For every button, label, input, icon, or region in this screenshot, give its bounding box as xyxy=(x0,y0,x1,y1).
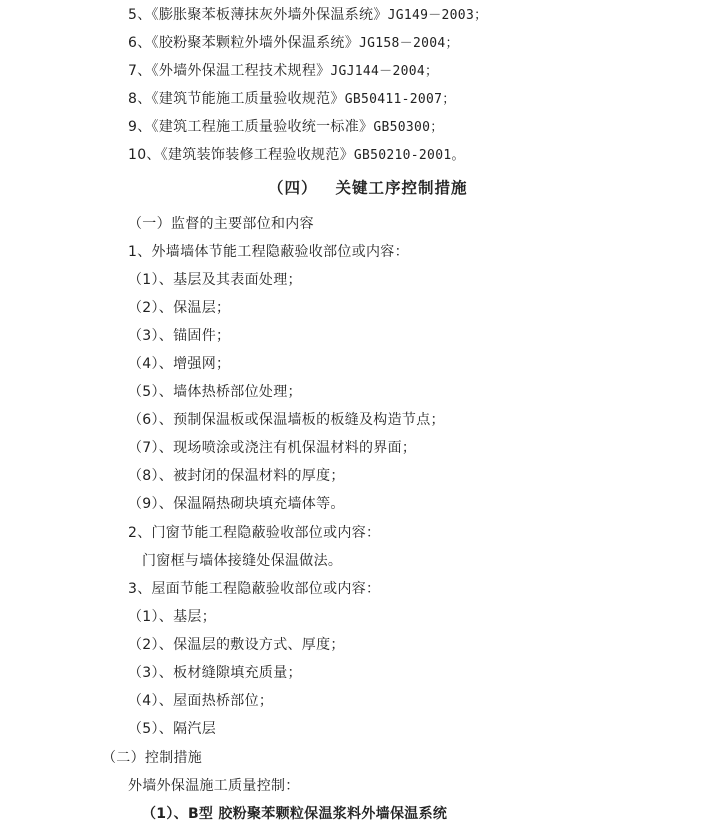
section-heading-title: 关键工序控制措施 xyxy=(335,179,468,197)
standard-code: GB50210-2001。 xyxy=(353,148,465,163)
standard-title: 《建筑节能施工质量验收规范》 xyxy=(151,91,345,107)
standard-title: 《膨胀聚苯板薄抹灰外墙外保温系统》 xyxy=(151,7,388,23)
standard-number: 9、 xyxy=(128,119,152,135)
standard-title: 《外墙外保温工程技术规程》 xyxy=(151,63,331,79)
standard-number: 5、 xyxy=(128,7,152,23)
standard-number: 6、 xyxy=(128,35,152,51)
standard-number: 8、 xyxy=(128,91,152,107)
roof-item: （2）、保温层的敷设方式、厚度； xyxy=(128,637,345,653)
roof-item: （4）、屋面热桥部位； xyxy=(128,693,274,709)
standard-title: 《建筑工程施工质量验收统一标准》 xyxy=(151,119,374,135)
standard-code: JG158－2004； xyxy=(359,36,459,51)
wall-item: （5）、墙体热桥部位处理； xyxy=(128,384,302,400)
subsection-title-supervision: （一）监督的主要部位和内容 xyxy=(128,216,314,232)
standard-item-5 xyxy=(128,5,487,26)
wall-item: （8）、被封闭的保温材料的厚度； xyxy=(128,468,345,484)
roof-item: （1）、基层； xyxy=(128,609,217,625)
standard-item-10 xyxy=(128,145,465,166)
standard-number: 10、 xyxy=(128,147,161,163)
control-item-partial: （1）、B型 胶粉聚苯颗粒保温浆料外墙保温系统 xyxy=(142,806,448,822)
wall-item: （1）、基层及其表面处理； xyxy=(128,272,302,288)
wall-item: （7）、现场喷涂或浇注有机保温材料的界面； xyxy=(128,440,417,456)
standard-item-9 xyxy=(128,117,444,138)
section-heading-number: （四） xyxy=(268,179,318,197)
standard-code: JGJ144－2004； xyxy=(330,64,439,79)
standard-code: GB50300； xyxy=(373,120,444,135)
section-heading xyxy=(268,178,468,198)
window-inspection-title: 2、门窗节能工程隐蔽验收部位或内容： xyxy=(128,525,381,541)
standard-code: GB50411-2007； xyxy=(344,92,456,107)
roof-item: （5）、隔汽层 xyxy=(128,721,217,737)
wall-item: （2）、保温层； xyxy=(128,300,231,316)
standard-item-6 xyxy=(128,33,459,54)
wall-item: （6）、预制保温板或保温墙板的板缝及构造节点； xyxy=(128,412,445,428)
standard-item-8 xyxy=(128,89,456,110)
control-intro: 外墙外保温施工质量控制： xyxy=(128,778,300,794)
wall-item: （9）、保温隔热砌块填充墙体等。 xyxy=(128,496,345,512)
standard-title: 《建筑装饰装修工程验收规范》 xyxy=(160,147,354,163)
roof-inspection-title: 3、屋面节能工程隐蔽验收部位或内容： xyxy=(128,581,381,597)
standard-code: JG149－2003； xyxy=(387,8,488,23)
roof-item: （3）、板材缝隙填充质量； xyxy=(128,665,302,681)
standard-item-7 xyxy=(128,61,438,82)
wall-inspection-title: 1、外墙墙体节能工程隐蔽验收部位或内容： xyxy=(128,244,409,260)
wall-item: （3）、锚固件； xyxy=(128,328,231,344)
standard-title: 《胶粉聚苯颗粒外墙外保温系统》 xyxy=(151,35,360,51)
standard-number: 7、 xyxy=(128,63,152,79)
subsection-title-control: （二）控制措施 xyxy=(102,750,203,766)
wall-item: （4）、增强网； xyxy=(128,356,231,372)
window-inspection-text: 门窗框与墙体接缝处保温做法。 xyxy=(142,553,343,569)
